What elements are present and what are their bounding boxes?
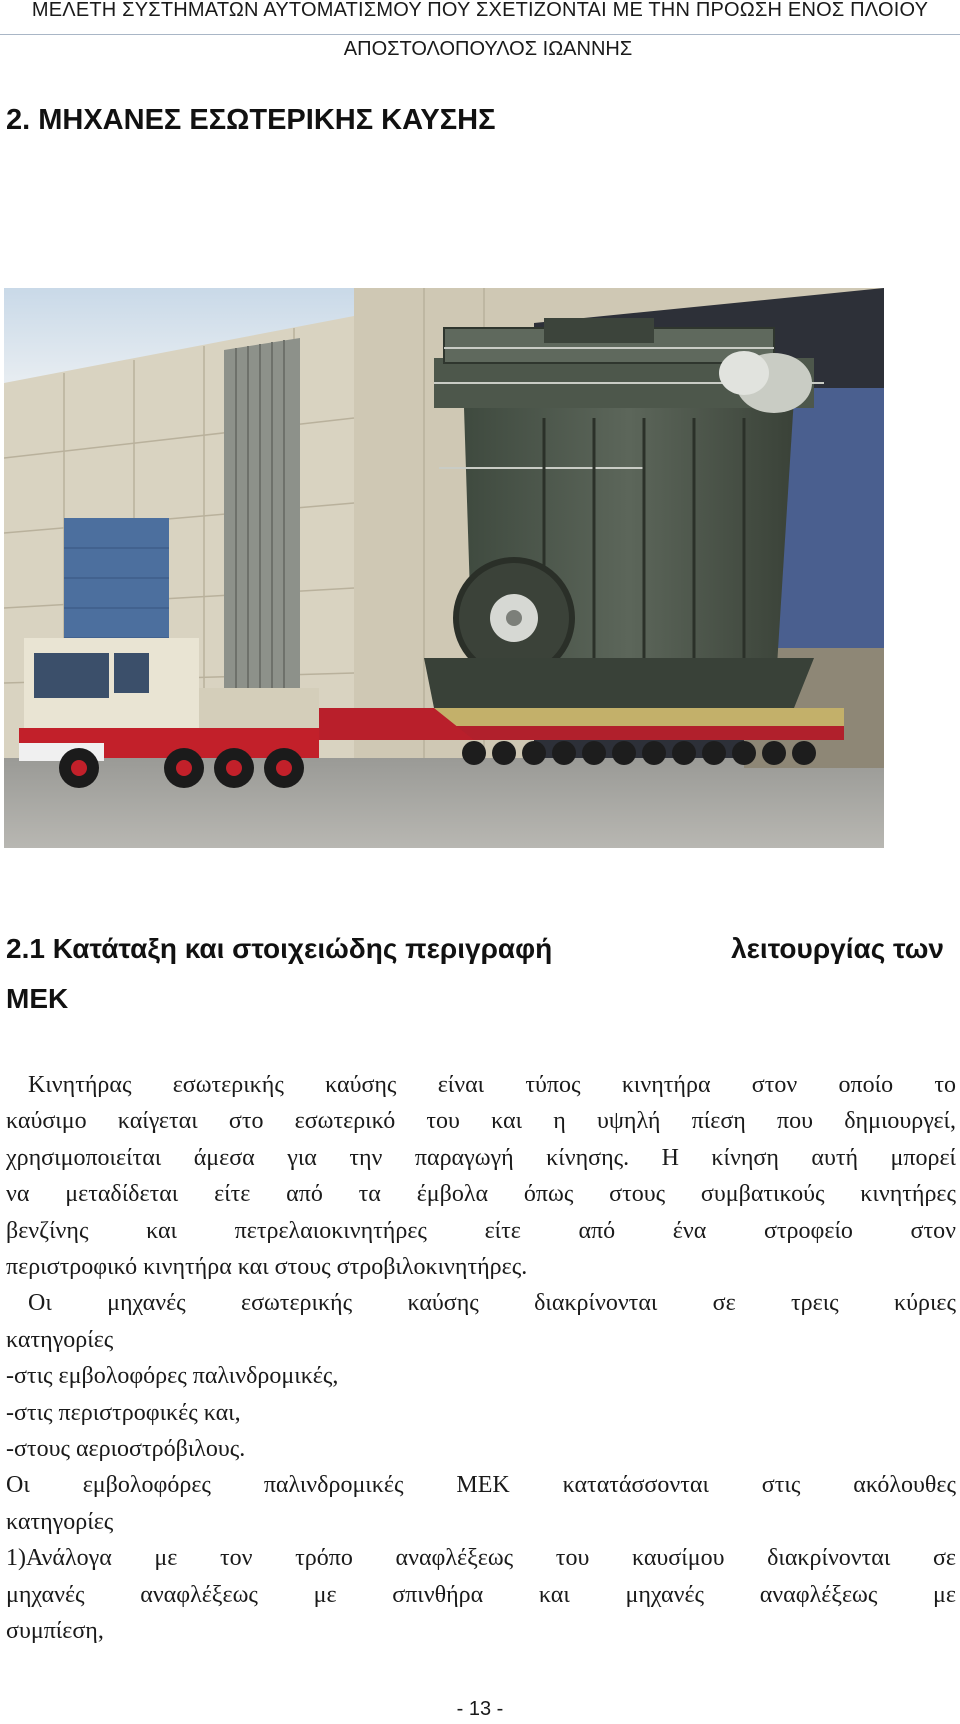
text-line: βενζίνης και πετρελαιοκινητήρες είτε από ένα στροφείο στον [6, 1217, 956, 1244]
text-line: 1)Ανάλογα με τον τρόπο αναφλέξεως του καυσίμου διακρίνονται σε [6, 1545, 956, 1572]
header-title: ΜΕΛΕΤΗ ΣΥΣΤΗΜΑΤΩΝ ΑΥΤΟΜΑΤΙΣΜΟΥ ΠΟΥ ΣΧΕΤΙΖΟΝΤΑΙ ΜΕ ΤΗΝ ΠΡΟΩΣΗ ΕΝΟΣ ΠΛΟΙΟΥ [31, 0, 929, 21]
text-line: συμπίεση, [6, 1618, 104, 1645]
section-heading-line1 [6, 924, 944, 974]
section-heading-part1: 2.1 Κατάταξη και στοιχειώδης περιγραφή [6, 933, 553, 964]
list-item: -στις εμβολοφόρες παλινδρομικές, [6, 1363, 339, 1390]
body-text [6, 1067, 956, 1650]
page-number: - 13 - [456, 1698, 504, 1720]
text-line: καύσιμο καίγεται στο εσωτερικό του και η υψηλή πίεση που δημιουργεί, [6, 1108, 956, 1135]
list-item: -στους αεριοστρόβιλους. [6, 1436, 246, 1463]
section-heading [6, 924, 946, 1024]
text-line: κατηγορίες [6, 1326, 114, 1353]
section-heading-part2: λειτουργίας των [731, 933, 944, 964]
text-line: περιστροφικό κινητήρα και στους στροβιλοκινητήρες. [6, 1254, 528, 1281]
text-line: κατηγορίες [6, 1508, 114, 1535]
running-header [0, 0, 960, 35]
text-line: Οι εμβολοφόρες παλινδρομικές ΜΕΚ κατατάσσονται στις ακόλουθες [6, 1472, 956, 1499]
text-line: Κινητήρας εσωτερικής καύσης είναι τύπος κινητήρα στον οποίο το [28, 1072, 956, 1098]
text-line: Οι μηχανές εσωτερικής καύσης διακρίνονται σε τρεις κύριες [28, 1290, 956, 1317]
section-heading-part3: ΜΕΚ [6, 983, 69, 1014]
text-line: χρησιμοποιείται άμεσα για την παραγωγή κίνησης. Η κίνηση αυτή μπορεί [6, 1144, 956, 1171]
header-author: ΑΠΟΣΤΟΛΟΠΟΥΛΟΣ ΙΩΑΝΝΗΣ [343, 38, 633, 60]
engine-transport-photo [4, 288, 884, 848]
text-line: να μεταδίδεται είτε από τα έμβολα όπως στους συμβατικούς κινητήρες [6, 1181, 956, 1208]
chapter-heading: 2. ΜΗΧΑΝΕΣ ΕΣΩΤΕΡΙΚΗΣ ΚΑΥΣΗΣ [6, 104, 496, 136]
text-line: μηχανές αναφλέξεως με σπινθήρα και μηχανές αναφλέξεως με [6, 1581, 956, 1608]
list-item: -στις περιστροφικές και, [6, 1399, 241, 1426]
